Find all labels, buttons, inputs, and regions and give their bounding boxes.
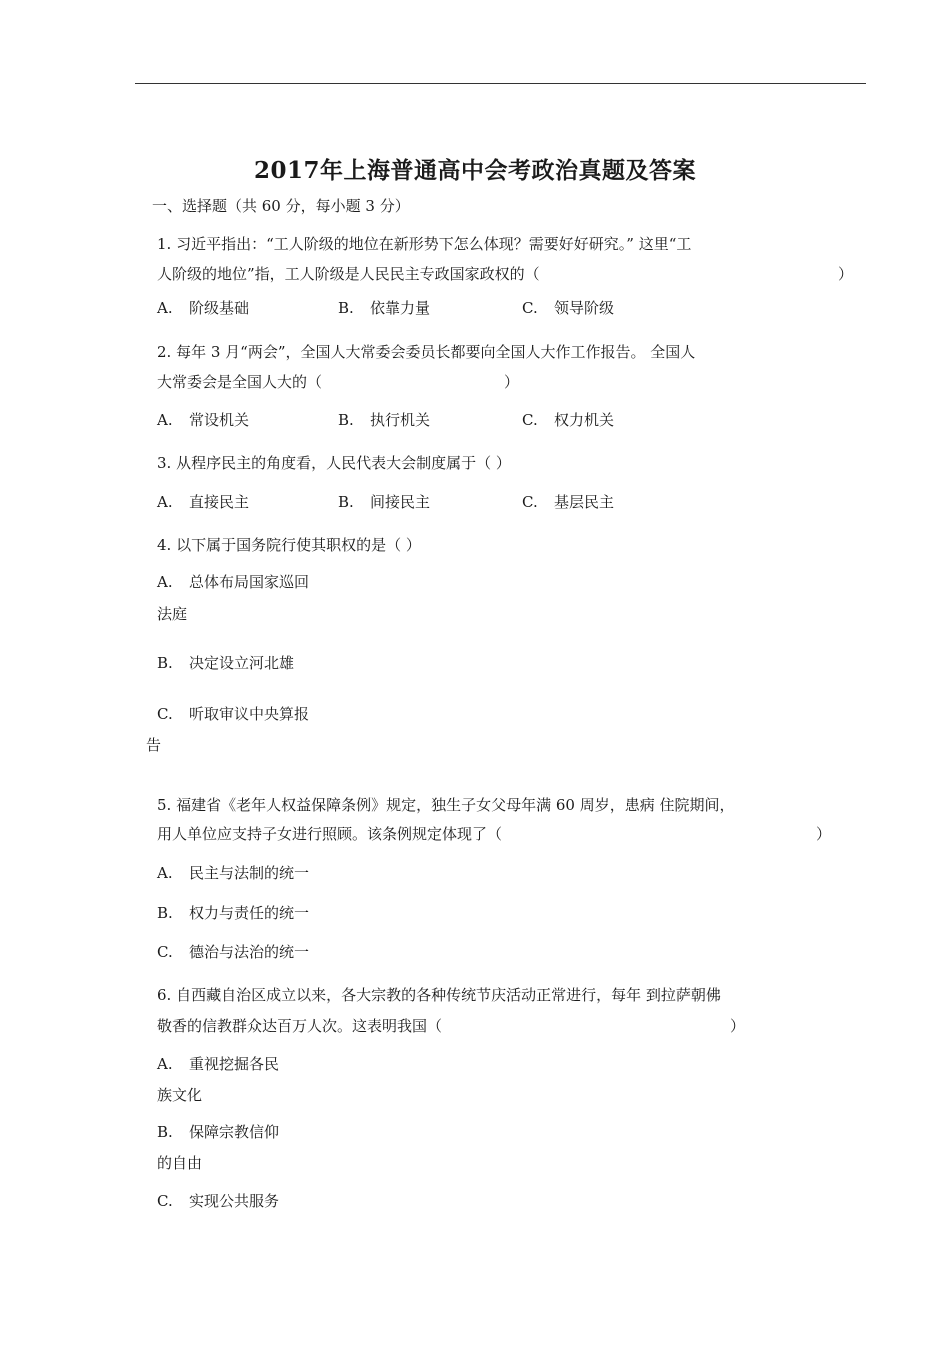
question-1-option-a (157, 298, 249, 318)
option-letter: C. (157, 943, 173, 961)
option-letter: B. (338, 411, 354, 429)
option-letter: B. (338, 299, 354, 317)
option-text: 总体布局国家巡回 (189, 573, 310, 591)
question-6-option-b (157, 1122, 279, 1142)
page-title: 2017年上海普通高中会考政治真题及答案 (253, 157, 696, 184)
option-letter: A. (157, 411, 173, 429)
question-4-option-a-continuation: 法庭 (157, 605, 188, 623)
option-text: 听取审议中央算报 (189, 705, 310, 723)
question-6-line-2: 敬香的信教群众达百万人次。这表明我国（ (157, 1017, 443, 1035)
question-2-line-2: 大常委会是全国人大的（ (157, 373, 323, 391)
question-4-option-a (157, 572, 309, 592)
question-1-option-b (338, 298, 430, 318)
option-text: 决定设立河北雄 (189, 654, 295, 672)
question-6-option-a-continuation: 族文化 (157, 1086, 203, 1104)
question-4-option-c-continuation: 告 (146, 736, 162, 754)
option-letter: B. (338, 493, 354, 511)
question-2-close-paren: ） (504, 373, 520, 391)
question-6-option-b-continuation: 的自由 (157, 1154, 203, 1172)
question-3-line-1: 3. 从程序民主的角度看，人民代表大会制度属于（ ） (157, 454, 511, 472)
option-text: 阶级基础 (189, 299, 250, 317)
option-text: 直接民主 (189, 493, 250, 511)
option-text: 领导阶级 (554, 299, 615, 317)
question-1-line-2: 人阶级的地位”指，工人阶级是人民民主专政国家政权的（ (157, 265, 540, 283)
question-6-line-1: 6. 自西藏自治区成立以来，各大宗教的各种传统节庆活动正常进行，每年 到拉萨朝佛 (157, 986, 721, 1004)
question-5-close-paren: ） (816, 825, 832, 843)
question-1-close-paren: ） (838, 265, 854, 283)
question-3-option-c (522, 492, 614, 512)
question-1-line-1: 1. 习近平指出：“工人阶级的地位在新形势下怎么体现？需要好好研究。” 这里“工 (157, 235, 692, 253)
option-letter: C. (522, 411, 538, 429)
option-text: 重视挖掘各民 (189, 1055, 280, 1073)
option-letter: A. (157, 864, 173, 882)
option-letter: A. (157, 493, 173, 511)
question-2-line-1: 2. 每年 3 月“两会”，全国人大常委会委员长都要向全国人大作工作报告。 全国人 (157, 343, 696, 361)
option-letter: C. (157, 1192, 173, 1210)
question-4-option-b (157, 653, 294, 673)
option-letter: C. (522, 299, 538, 317)
option-text: 保障宗教信仰 (189, 1123, 280, 1141)
option-letter: C. (157, 705, 173, 723)
question-5-option-b (157, 903, 309, 923)
question-5-option-c (157, 942, 309, 962)
option-text: 民主与法制的统一 (189, 864, 310, 882)
option-text: 执行机关 (370, 411, 431, 429)
question-1-option-c (522, 298, 614, 318)
option-letter: A. (157, 573, 173, 591)
option-text: 依靠力量 (370, 299, 431, 317)
option-text: 基层民主 (554, 493, 615, 511)
option-letter: A. (157, 299, 173, 317)
question-3-option-a (157, 492, 249, 512)
question-2-option-a (157, 410, 249, 430)
option-letter: A. (157, 1055, 173, 1073)
question-2-option-b (338, 410, 430, 430)
question-3-option-b (338, 492, 430, 512)
option-text: 间接民主 (370, 493, 431, 511)
option-text: 权力与责任的统一 (189, 904, 310, 922)
option-text: 常设机关 (189, 411, 250, 429)
question-5-line-1: 5. 福建省《老年人权益保障条例》规定，独生子女父母年满 60 周岁，患病 住院期间， (157, 796, 735, 814)
question-6-close-paren: ） (730, 1017, 746, 1035)
question-4-option-c (157, 704, 309, 724)
option-letter: B. (157, 654, 173, 672)
question-2-option-c (522, 410, 614, 430)
option-text: 德治与法治的统一 (189, 943, 310, 961)
option-letter: B. (157, 1123, 173, 1141)
question-4-line-1: 4. 以下属于国务院行使其职权的是（ ） (157, 536, 421, 554)
question-5-option-a (157, 863, 309, 883)
question-5-line-2: 用人单位应支持子女进行照顾。该条例规定体现了（ (157, 825, 503, 843)
section-heading: 一、选择题（共 60 分，每小题 3 分） (152, 197, 410, 215)
option-letter: B. (157, 904, 173, 922)
question-6-option-c (157, 1191, 279, 1211)
option-text: 实现公共服务 (189, 1192, 280, 1210)
option-letter: C. (522, 493, 538, 511)
header-rule (135, 83, 866, 84)
option-text: 权力机关 (554, 411, 615, 429)
question-6-option-a (157, 1054, 279, 1074)
